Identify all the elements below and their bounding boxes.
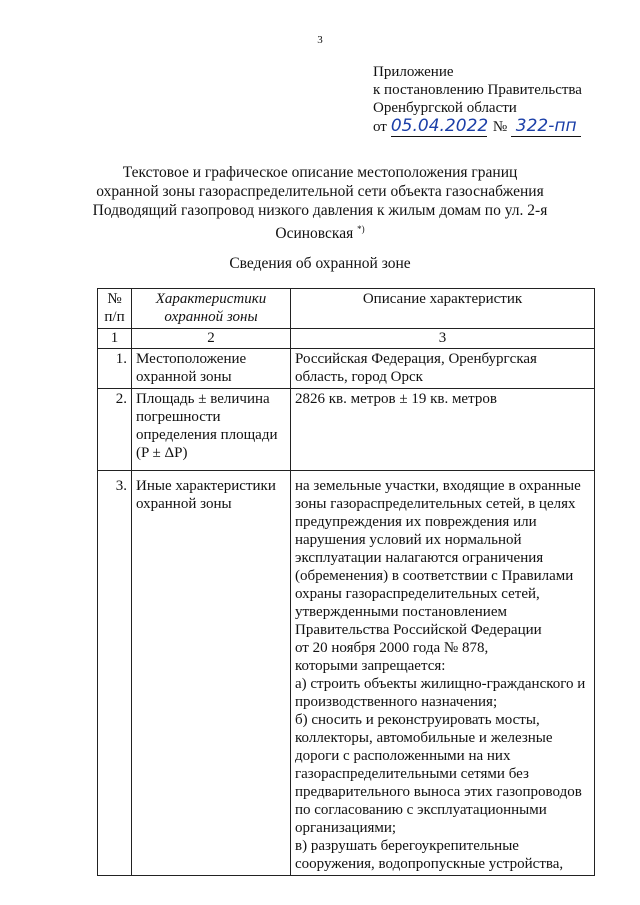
row-num: 1. [98,349,132,389]
column-number-row [98,329,595,349]
row-description [291,471,595,876]
title-line-4 [0,220,640,243]
table-header-row [98,289,595,329]
row-characteristic: Иные характеристики охранной зоны [132,471,291,876]
page-number: 3 [317,34,323,46]
appendix-line-3: Оренбургской области [373,100,517,116]
row-characteristic: Местоположение охранной зоны [132,349,291,389]
handwritten-number: 322-пп [515,116,577,136]
column-number-2: 2 [132,329,291,349]
number-label: № [492,119,508,135]
appendix-line-1: Приложение [373,64,454,80]
appendix-date-number-line [373,117,582,137]
title-line-1: Текстовое и графическое описание местоположения границ [122,164,518,181]
header-characteristic: Характеристики охранной зоны [132,289,291,329]
description-paragraph: 2826 кв. метров ± 19 кв. метров [295,391,497,407]
row-num: 2. [98,389,132,471]
title-line-4-text: Осиновская [275,225,354,243]
footnote-mark: *) [357,224,365,234]
header-description: Описание характеристик [291,289,595,329]
from-label: от [373,119,387,135]
column-number-1: 1 [98,329,132,349]
description-paragraph: а) строить объекты жилищно-гражданского и производственного назначения; [295,676,586,710]
table-row [98,389,595,471]
column-number-3: 3 [291,329,595,349]
header-num: № п/п [98,289,132,329]
row-characteristic: Площадь ± величина погрешности определения площади (P ± ΔP) [132,389,291,471]
document-title [0,163,640,243]
row-description [291,349,595,389]
handwritten-date: 05.04.2022 [390,116,489,136]
description-paragraph: в) разрушать берегоукрепительные сооружения, водопропускные устройства, [295,838,564,872]
row-description [291,389,595,471]
description-paragraph: б) сносить и реконструировать мосты, коллекторы, автомобильные и железные дороги с расположенными на них газораспределительными сетями без предварительного выноса этих газопроводов по согласованию с эксплуатационными организациями; [295,712,582,836]
table-row [98,349,595,389]
section-subtitle: Сведения об охранной зоне [229,255,411,272]
table-row [98,471,595,876]
description-paragraph: от 20 ноября 2000 года № 878, [295,640,489,656]
row-num: 3. [98,471,132,876]
description-paragraph: которыми запрещается: [295,658,446,674]
zone-info-table [97,288,595,876]
title-line-3: Подводящий газопровод низкого давления к жилым домам по ул. 2-я [92,202,548,219]
description-paragraph: на земельные участки, входящие в охранные зоны газораспределительных сетей, в целях предупреждения их повреждения или нарушения условий их нормальной эксплуатации налагаются ограничения (обременения) в соответствии с Правилами охраны газораспределительных сетей, утвержденными постановлением Правительства Российской Федерации [295,478,581,638]
title-line-2: охранной зоны газораспределительной сети объекта газоснабжения [96,183,544,200]
description-paragraph: Российская Федерация, Оренбургская область, город Орск [295,351,537,385]
appendix-block [373,63,582,137]
appendix-line-2: к постановлению Правительства [373,82,582,98]
